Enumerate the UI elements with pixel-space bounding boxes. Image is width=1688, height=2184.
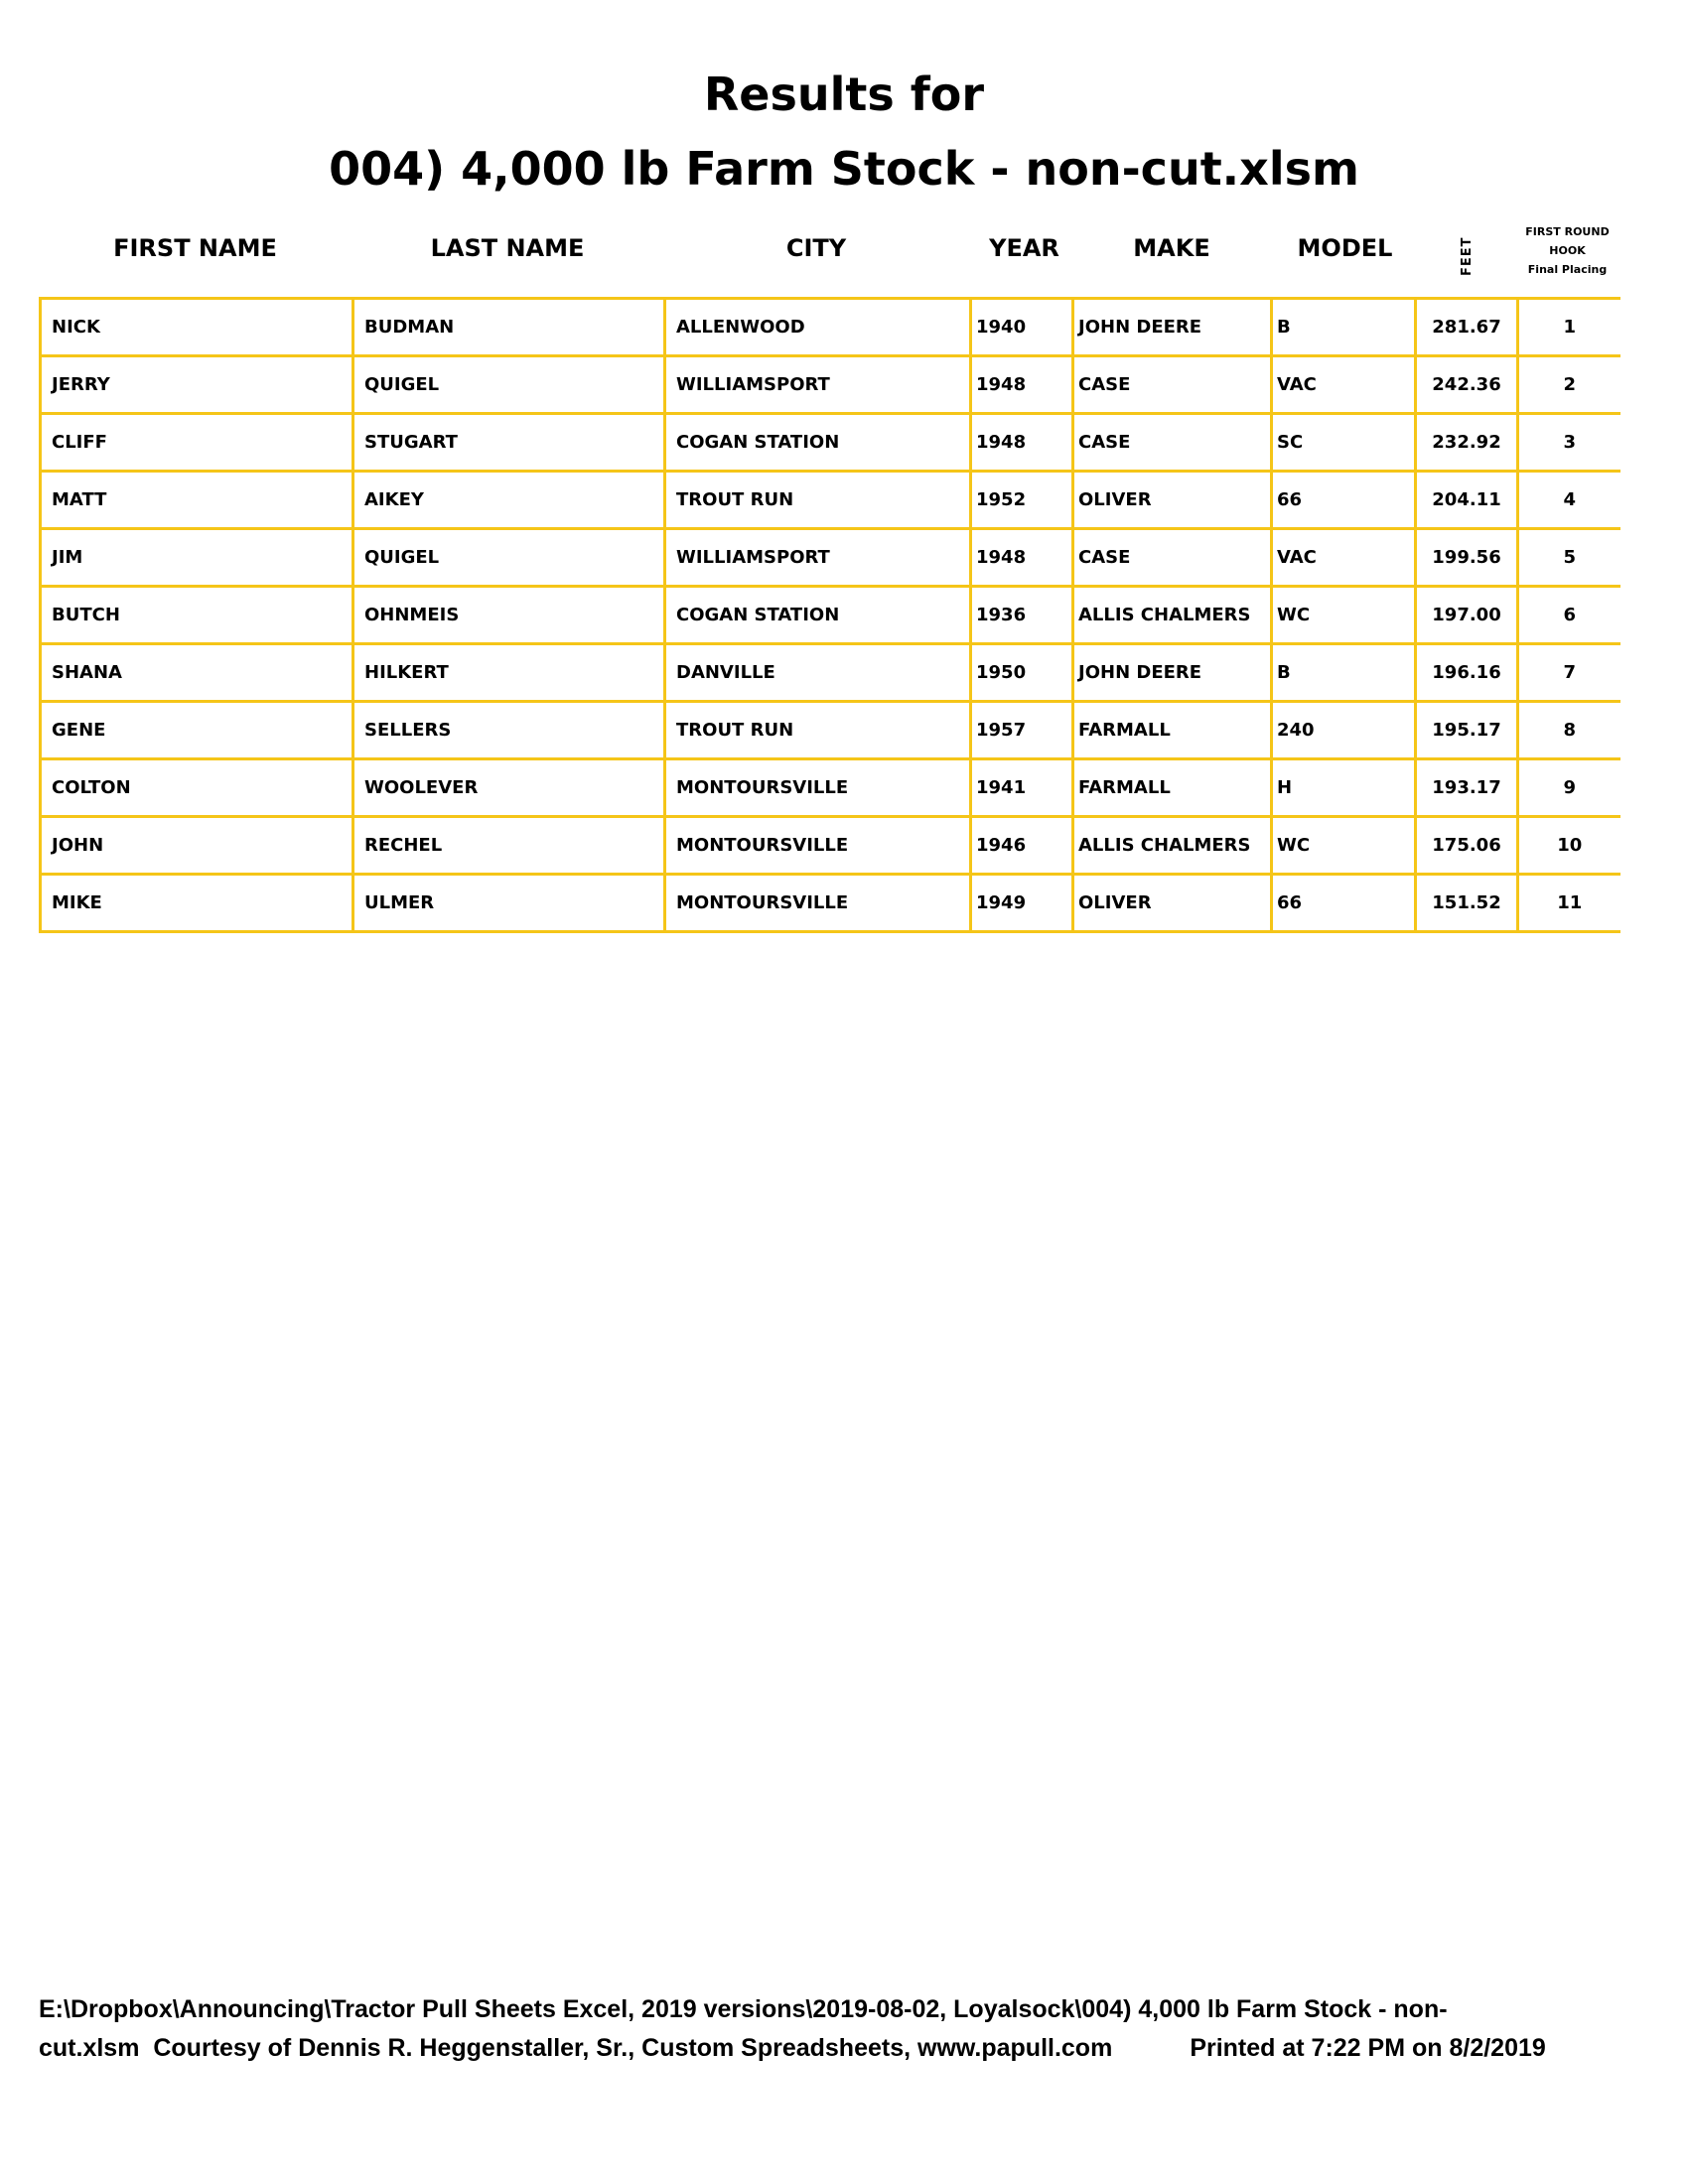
table-row — [41, 817, 1620, 875]
cell-city: TROUT RUN — [665, 472, 971, 529]
cell-last: WOOLEVER — [353, 759, 665, 817]
footer-path: E:\Dropbox\Announcing\Tractor Pull Sheets Excel, 2019 versions\2019-08-02, Loyalsock\004) 4,000 lb Farm Stock - non-cut.xlsm — [39, 1995, 1448, 2062]
cell-feet: 195.17 — [1416, 702, 1518, 759]
cell-feet: 196.16 — [1416, 644, 1518, 702]
cell-city: MONTOURSVILLE — [665, 817, 971, 875]
cell-year: 1948 — [971, 356, 1073, 414]
cell-make: FARMALL — [1073, 702, 1272, 759]
cell-last: SELLERS — [353, 702, 665, 759]
header-make: MAKE — [1133, 234, 1210, 262]
cell-first: MIKE — [41, 875, 353, 932]
cell-first: COLTON — [41, 759, 353, 817]
cell-model: VAC — [1272, 529, 1416, 587]
cell-last: BUDMAN — [353, 299, 665, 356]
table-row — [41, 759, 1620, 817]
table-row — [41, 702, 1620, 759]
cell-last: STUGART — [353, 414, 665, 472]
cell-first: SHANA — [41, 644, 353, 702]
cell-last: QUIGEL — [353, 356, 665, 414]
cell-place: 5 — [1518, 529, 1620, 587]
cell-make: FARMALL — [1073, 759, 1272, 817]
footer — [39, 1990, 1627, 2067]
cell-first: GENE — [41, 702, 353, 759]
cell-place: 1 — [1518, 299, 1620, 356]
cell-first: CLIFF — [41, 414, 353, 472]
header-final-placing-label: Final Placing — [1527, 263, 1608, 276]
cell-year: 1936 — [971, 587, 1073, 644]
cell-feet: 175.06 — [1416, 817, 1518, 875]
cell-feet: 242.36 — [1416, 356, 1518, 414]
cell-last: QUIGEL — [353, 529, 665, 587]
header-first-name: FIRST NAME — [113, 234, 277, 262]
cell-feet: 199.56 — [1416, 529, 1518, 587]
cell-first: BUTCH — [41, 587, 353, 644]
cell-year: 1949 — [971, 875, 1073, 932]
table-row — [41, 875, 1620, 932]
cell-make: CASE — [1073, 529, 1272, 587]
header-year: YEAR — [989, 234, 1059, 262]
cell-city: MONTOURSVILLE — [665, 875, 971, 932]
cell-first: JIM — [41, 529, 353, 587]
cell-city: ALLENWOOD — [665, 299, 971, 356]
title-line-1: Results for — [703, 68, 985, 121]
cell-place: 9 — [1518, 759, 1620, 817]
cell-feet: 281.67 — [1416, 299, 1518, 356]
header-first-round — [1516, 222, 1618, 279]
cell-make: ALLIS CHALMERS — [1073, 587, 1272, 644]
cell-model: WC — [1272, 817, 1416, 875]
header-hook-label: HOOK — [1549, 244, 1586, 257]
cell-feet: 151.52 — [1416, 875, 1518, 932]
cell-make: ALLIS CHALMERS — [1073, 817, 1272, 875]
cell-place: 3 — [1518, 414, 1620, 472]
footer-printed: Printed at 7:22 PM on 8/2/2019 — [1190, 2033, 1546, 2062]
table-row — [41, 472, 1620, 529]
table-row — [41, 587, 1620, 644]
cell-city: COGAN STATION — [665, 587, 971, 644]
cell-year: 1946 — [971, 817, 1073, 875]
cell-make: OLIVER — [1073, 875, 1272, 932]
cell-year: 1957 — [971, 702, 1073, 759]
footer-courtesy: Courtesy of Dennis R. Heggenstaller, Sr., Custom Spreadsheets, www.papull.com — [153, 2033, 1113, 2062]
cell-last: RECHEL — [353, 817, 665, 875]
cell-model: 240 — [1272, 702, 1416, 759]
cell-last: HILKERT — [353, 644, 665, 702]
cell-year: 1940 — [971, 299, 1073, 356]
cell-year: 1952 — [971, 472, 1073, 529]
cell-city: TROUT RUN — [665, 702, 971, 759]
cell-make: OLIVER — [1073, 472, 1272, 529]
cell-model: VAC — [1272, 356, 1416, 414]
cell-feet: 197.00 — [1416, 587, 1518, 644]
cell-place: 4 — [1518, 472, 1620, 529]
cell-place: 7 — [1518, 644, 1620, 702]
cell-year: 1948 — [971, 529, 1073, 587]
cell-first: MATT — [41, 472, 353, 529]
cell-model: B — [1272, 644, 1416, 702]
header-last-name: LAST NAME — [430, 234, 585, 262]
title-line-2: 004) 4,000 lb Farm Stock - non-cut.xlsm — [329, 142, 1359, 196]
cell-model: WC — [1272, 587, 1416, 644]
cell-place: 2 — [1518, 356, 1620, 414]
cell-model: SC — [1272, 414, 1416, 472]
cell-last: ULMER — [353, 875, 665, 932]
cell-model: 66 — [1272, 875, 1416, 932]
table-row — [41, 529, 1620, 587]
cell-make: JOHN DEERE — [1073, 299, 1272, 356]
cell-city: DANVILLE — [665, 644, 971, 702]
cell-first: NICK — [41, 299, 353, 356]
cell-year: 1941 — [971, 759, 1073, 817]
header-city: CITY — [785, 234, 847, 262]
cell-year: 1950 — [971, 644, 1073, 702]
cell-model: B — [1272, 299, 1416, 356]
cell-make: JOHN DEERE — [1073, 644, 1272, 702]
cell-model: H — [1272, 759, 1416, 817]
cell-model: 66 — [1272, 472, 1416, 529]
cell-make: CASE — [1073, 356, 1272, 414]
cell-year: 1948 — [971, 414, 1073, 472]
cell-city: WILLIAMSPORT — [665, 529, 971, 587]
header-first-round-label: FIRST ROUND — [1525, 225, 1610, 238]
cell-last: AIKEY — [353, 472, 665, 529]
cell-feet: 232.92 — [1416, 414, 1518, 472]
cell-feet: 204.11 — [1416, 472, 1518, 529]
cell-place: 6 — [1518, 587, 1620, 644]
cell-make: CASE — [1073, 414, 1272, 472]
table-row — [41, 644, 1620, 702]
header-model: MODEL — [1297, 234, 1393, 262]
results-table — [39, 297, 1620, 933]
table-row — [41, 356, 1620, 414]
table-row — [41, 299, 1620, 356]
cell-first: JERRY — [41, 356, 353, 414]
header-feet: FEET — [1460, 236, 1475, 276]
cell-last: OHNMEIS — [353, 587, 665, 644]
cell-first: JOHN — [41, 817, 353, 875]
cell-place: 10 — [1518, 817, 1620, 875]
cell-place: 8 — [1518, 702, 1620, 759]
cell-city: COGAN STATION — [665, 414, 971, 472]
cell-city: MONTOURSVILLE — [665, 759, 971, 817]
table-row — [41, 414, 1620, 472]
cell-city: WILLIAMSPORT — [665, 356, 971, 414]
cell-place: 11 — [1518, 875, 1620, 932]
cell-feet: 193.17 — [1416, 759, 1518, 817]
